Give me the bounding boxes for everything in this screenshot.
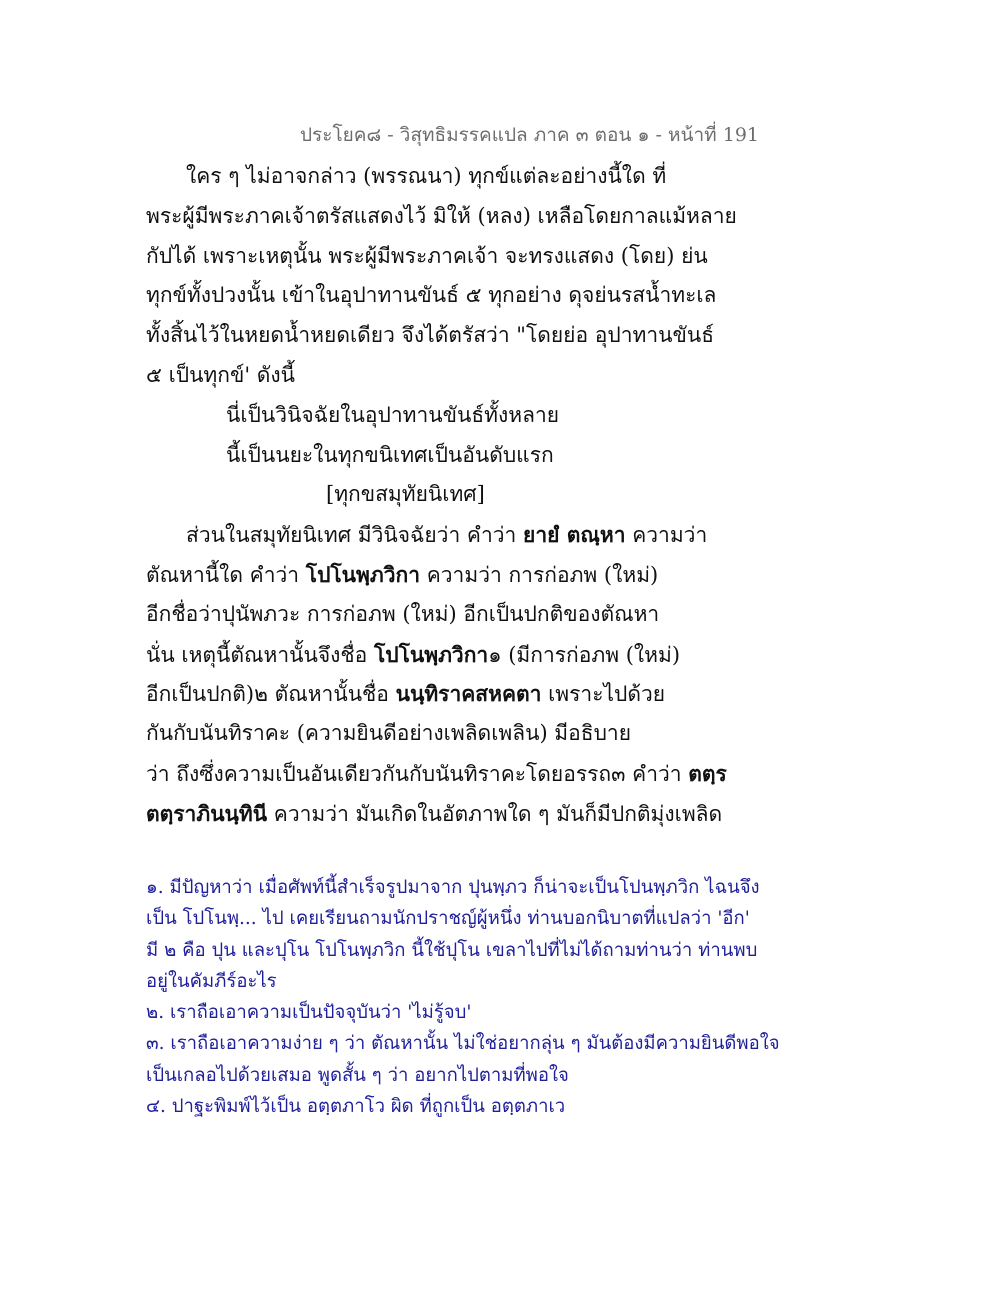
footnote-line: ๒. เราถือเอาความเป็นปัจจุบันว่า 'ไม่รู้จบ' (146, 1002, 472, 1024)
pali-term: ตตฺราภินนฺทินี (146, 800, 268, 826)
text-line (146, 674, 766, 714)
text-line: ใคร ๆ ไม่อาจกล่าว (พรรณนา) ทุกข์แต่ละอย่างนี้ใด ที่ (186, 164, 667, 188)
text-line (146, 794, 766, 834)
footnote-line: มี ๒ คือ ปุน และปุโน โปโนพฺภวิก นี้ใช้ปุโน เขลาไปที่ไม่ได้ถามท่านว่า ท่านพบ (146, 939, 758, 961)
pali-term: โปโนพฺภวิกา (305, 561, 421, 587)
text-line: กัปได้ เพราะเหตุนั้น พระผู้มีพระภาคเจ้า จะทรงแสดง (โดย) ย่น (146, 243, 708, 268)
footnote-line: เป็นเกลอไปด้วยเสมอ พูดสั้น ๆ ว่า อยากไปตามที่พอใจ (146, 1064, 569, 1086)
text-run: นั่น เหตุนี้ตัณหานั้นจึงชื่อ (146, 642, 368, 667)
main-text (146, 157, 766, 834)
text-run: ความว่า (632, 523, 708, 548)
text-run: ว่า ถึงซึ่งความเป็นอันเดียวกันกับนันทิราคะโดยอรรถ๓ คำว่า (146, 761, 682, 786)
section-heading: [ทุกขสมุทัยนิเทศ] (326, 482, 485, 507)
footnotes (146, 872, 780, 1122)
verse-line: นี้เป็นนยะในทุกขนิเทศเป็นอันดับแรก (226, 442, 554, 467)
text-run: อีกเป็นปกติ)๒ ตัณหานั้นชื่อ (146, 682, 389, 707)
text-line: อีกชื่อว่าปุนัพภวะ การก่อภพ (ใหม่) อีกเป็นปกติของตัณหา (146, 601, 660, 626)
text-line (146, 515, 766, 555)
text-run: ความว่า มันเกิดในอัตภาพใด ๆ มันก็มีปกติมุ่งเพลิด (273, 801, 723, 826)
footnote-line: ๑. มีปัญหาว่า เมื่อศัพท์นี้สำเร็จรูปมาจาก ปุนพฺภว ก็น่าจะเป็นโปนพฺภวิก ไฉนจึง (146, 877, 760, 898)
footnote-line: ๓. เราถือเอาความง่าย ๆ ว่า ตัณหานั้น ไม่ใช่อยากลุ่น ๆ มันต้องมีความยินดีพอใจ (146, 1033, 780, 1055)
pali-term: โปโนพฺภวิกา (373, 641, 489, 667)
footnote-line: ๔. ปาฐะพิมพ์ไว้เป็น อตฺตภาโว ผิด ที่ถูกเป็น อตฺตภาเว (146, 1096, 566, 1118)
text-run: ส่วนในสมุทัยนิเทศ มีวินิจฉัยว่า คำว่า (186, 523, 517, 548)
pali-term: ยายํ ตณฺหา (523, 522, 626, 548)
page-header: ประโยค๘ - วิสุทธิมรรคแปล ภาค ๓ ตอน ๑ - หน้าที่ 191 (300, 124, 760, 146)
text-line (146, 754, 766, 794)
text-line: พระผู้มีพระภาคเจ้าตรัสแสดงไว้ มิให้ (หลง) เหลือโดยกาลแม้หลาย (146, 203, 737, 228)
text-run: ตัณหานี้ใด คำว่า (146, 562, 300, 587)
text-line: ๕ เป็นทุกข์' ดังนี้ (146, 362, 296, 387)
pali-term: ตตฺร (688, 760, 727, 786)
pali-term: นนฺทิราคสหคตา (395, 681, 542, 707)
text-line: ทั้งสิ้นไว้ในหยดน้ำหยดเดียว จึงได้ตรัสว่า "โดยย่อ อุปาทานขันธ์ (146, 323, 715, 348)
footnote-line: อยู่ในคัมภีร์อะไร (146, 970, 277, 992)
text-line: ทุกข์ทั้งปวงนั้น เข้าในอุปาทานขันธ์ ๕ ทุกอย่าง ดุจย่นรสน้ำทะเล (146, 283, 717, 308)
text-line (146, 635, 766, 675)
verse-line: นี่เป็นวินิจฉัยในอุปาทานขันธ์ทั้งหลาย (226, 402, 560, 427)
text-line: กันกับนันทิราคะ (ความยินดีอย่างเพลิดเพลิน) มีอธิบาย (146, 721, 632, 746)
text-run: เพราะไปด้วย (548, 682, 666, 707)
text-line (146, 555, 766, 595)
text-run: ๑ (มีการก่อภพ (ใหม่) (488, 642, 681, 667)
footnote-line: เป็น โปโนพฺ... ไป เคยเรียนถามนักปราชญ์ผู้หนึ่ง ท่านบอกนิบาตที่แปลว่า 'อีก' (146, 908, 750, 930)
text-run: ความว่า การก่อภพ (ใหม่) (426, 562, 659, 587)
